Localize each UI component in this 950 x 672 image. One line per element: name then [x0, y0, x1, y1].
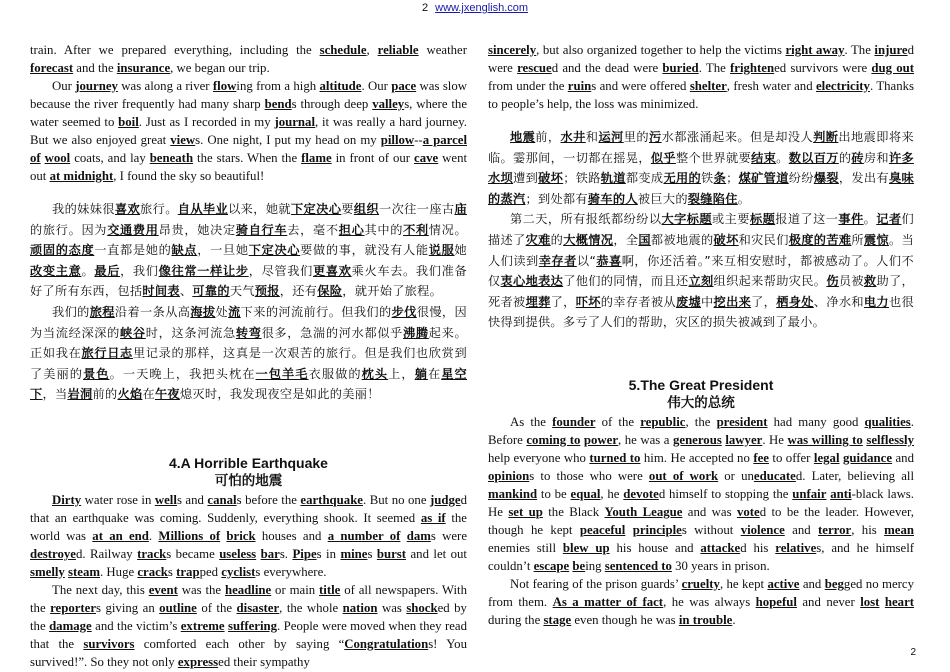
- story3-en-paragraph-2: Our journey was along a river flowing from a high altitude. Our pace was slow because the river frequently had many sharp bends through deep valleys, where the water seemed to boil. Just as I recorded in my journal, it was really a hard journey. But we also enjoyed great views. One night, I put my head on my pillow--a parcel of wool coats, and lay beneath the stars. When the flame in front of our cave went out at midnight, I found the sky so beautiful!: [30, 79, 468, 183]
- right-column: [488, 41, 914, 629]
- story3-zh-paragraph-1: 我的妹妹很喜欢旅行。自从毕业以来，她就下定决心要组织一次往一座古庙的旅行。因为交通费用昂贵，她决定骑自行车去，毫不担心其中的不利情况。顽固的态度一直都是她的缺点，一旦她下定决心要做的事，就没有人能说服她改变主意。最后，我们像往常一样让步，尽管我们更喜欢乘火车去。我们准备好了所有东西，包括时间表、可靠的天气预报，还有保险，就开始了旅程。: [30, 202, 468, 299]
- header-page-label: 2: [421, 2, 429, 14]
- story3-zh-paragraph-2: 我们的旅程沿着一条从高海拔处流下来的河流前行。但我们的步伐很慢，因为当流经深深的峡谷时，这条河流急转弯很多，急湍的河水都似乎沸腾起来。正如我在旅行日志里记录的那样，这真是一次艰苦的旅行。但是我们也欣赏到了美丽的景色。一天晚上，我把头枕在一包羊毛衣服做的枕头上，躺在星空下，当岩洞前的火焰在午夜熄灭时，我发现夜空是如此的美丽！: [30, 304, 468, 402]
- story4-subtitle: 可怕的地震: [214, 472, 283, 489]
- story4-en-continued: sincerely, but also organized together to help the victims right away. The injured were rescued and the dead were buried. The frightened survivors were dug out from under the ruins and were offered shelter, fresh water and electricity. Thanks to people’s help, the loss was minimized.: [488, 43, 915, 111]
- story4-en-paragraph-1: Dirty water rose in wells and canals before the earthquake. But no one judged that an earthquake was coming. Suddenly, everything shook. It seemed as if the world was at an end. Millions of brick houses and a number of dams were destroyed. Railway tracks became useless bars. Pipes in mines burst and let out smelly steam. Huge cracks trapped cyclists everywhere.: [30, 492, 468, 579]
- story4-title: 4.A Horrible Earthquake: [169, 454, 328, 471]
- story5-title: 5.The Great President: [628, 376, 774, 393]
- site-link[interactable]: www.jxenglish.com: [435, 2, 529, 14]
- story3-en-continued: train. After we prepared everything, including the schedule, reliable weather forecast and the insurance, we began our trip.: [30, 43, 467, 75]
- story5-en-paragraph-2: Not fearing of the prison guards’ cruelty, he kept active and begged no mercy from them. As a matter of fact, he was always hopeful and never lost heart during the stage even though he was in trouble.: [488, 576, 915, 627]
- page-number: 2: [910, 647, 916, 658]
- story4-en-paragraph-2: The next day, this event was the headline or main title of all newspapers. With the reporters giving an outline of the disaster, the whole nation was shocked by the damage and the victim’s extreme suffering. People were moved when they read that the survivors comforted each other by saying “Congratulations! You survived!”. So they not only expressed their sympathy: [30, 582, 468, 669]
- story5-en-paragraph-1: As the founder of the republic, the president had many good qualities. Before coming to power, he was a generous lawyer. He was willing to selflessly help everyone who turned to him. He accepted no fee to offer legal guidance and opinions to those who were out of work or uneducated. Later, believing all mankind to be equal, he devoted himself to stopping the unfair anti-black laws. He set up the Black Youth League and was voted to be the leader. However, though he kept peaceful principles without violence and terror, his mean enemies still blew up his house and attacked his relatives, and he himself couldn’t escape being sentenced to 30 years in prison.: [488, 414, 915, 573]
- story4-zh-paragraph-1: 地震前，水井和运河里的污水都涨涌起来。但是却没人判断出地震即将来临。霎那间，一切都在摇晃，似乎整个世界就要结束。数以百万的砖房和许多水坝遭到破坏；铁路轨道都变成无用的铁条；煤矿管道纷纷爆裂，发出有臭味的蒸汽；到处都有骑车的人被巨大的裂缝陷住。: [488, 130, 915, 206]
- story5-subtitle: 伟大的总统: [667, 394, 735, 411]
- left-column: [30, 41, 467, 671]
- story4-zh-paragraph-2: 第二天，所有报纸都纷纷以大字标题或主要标题报道了这一事件。记者们描述了灾难的大概情况，全国都被地震的破坏和灾民们极度的苦难所震惊。当人们读到幸存者以“恭喜啊，你还活着。”来互相安慰时，都被感动了。人们不仅衷心地表达了他们的同情，而且还立刻组织起来帮助灾民。伤员被救助了，死者被埋葬了，吓坏的幸存者被从废墟中挖出来了，栖身处、净水和电力也很快得到提供。多亏了人们的帮助，灾区的损失被减到了最小。: [488, 212, 915, 330]
- page-header: [0, 2, 950, 14]
